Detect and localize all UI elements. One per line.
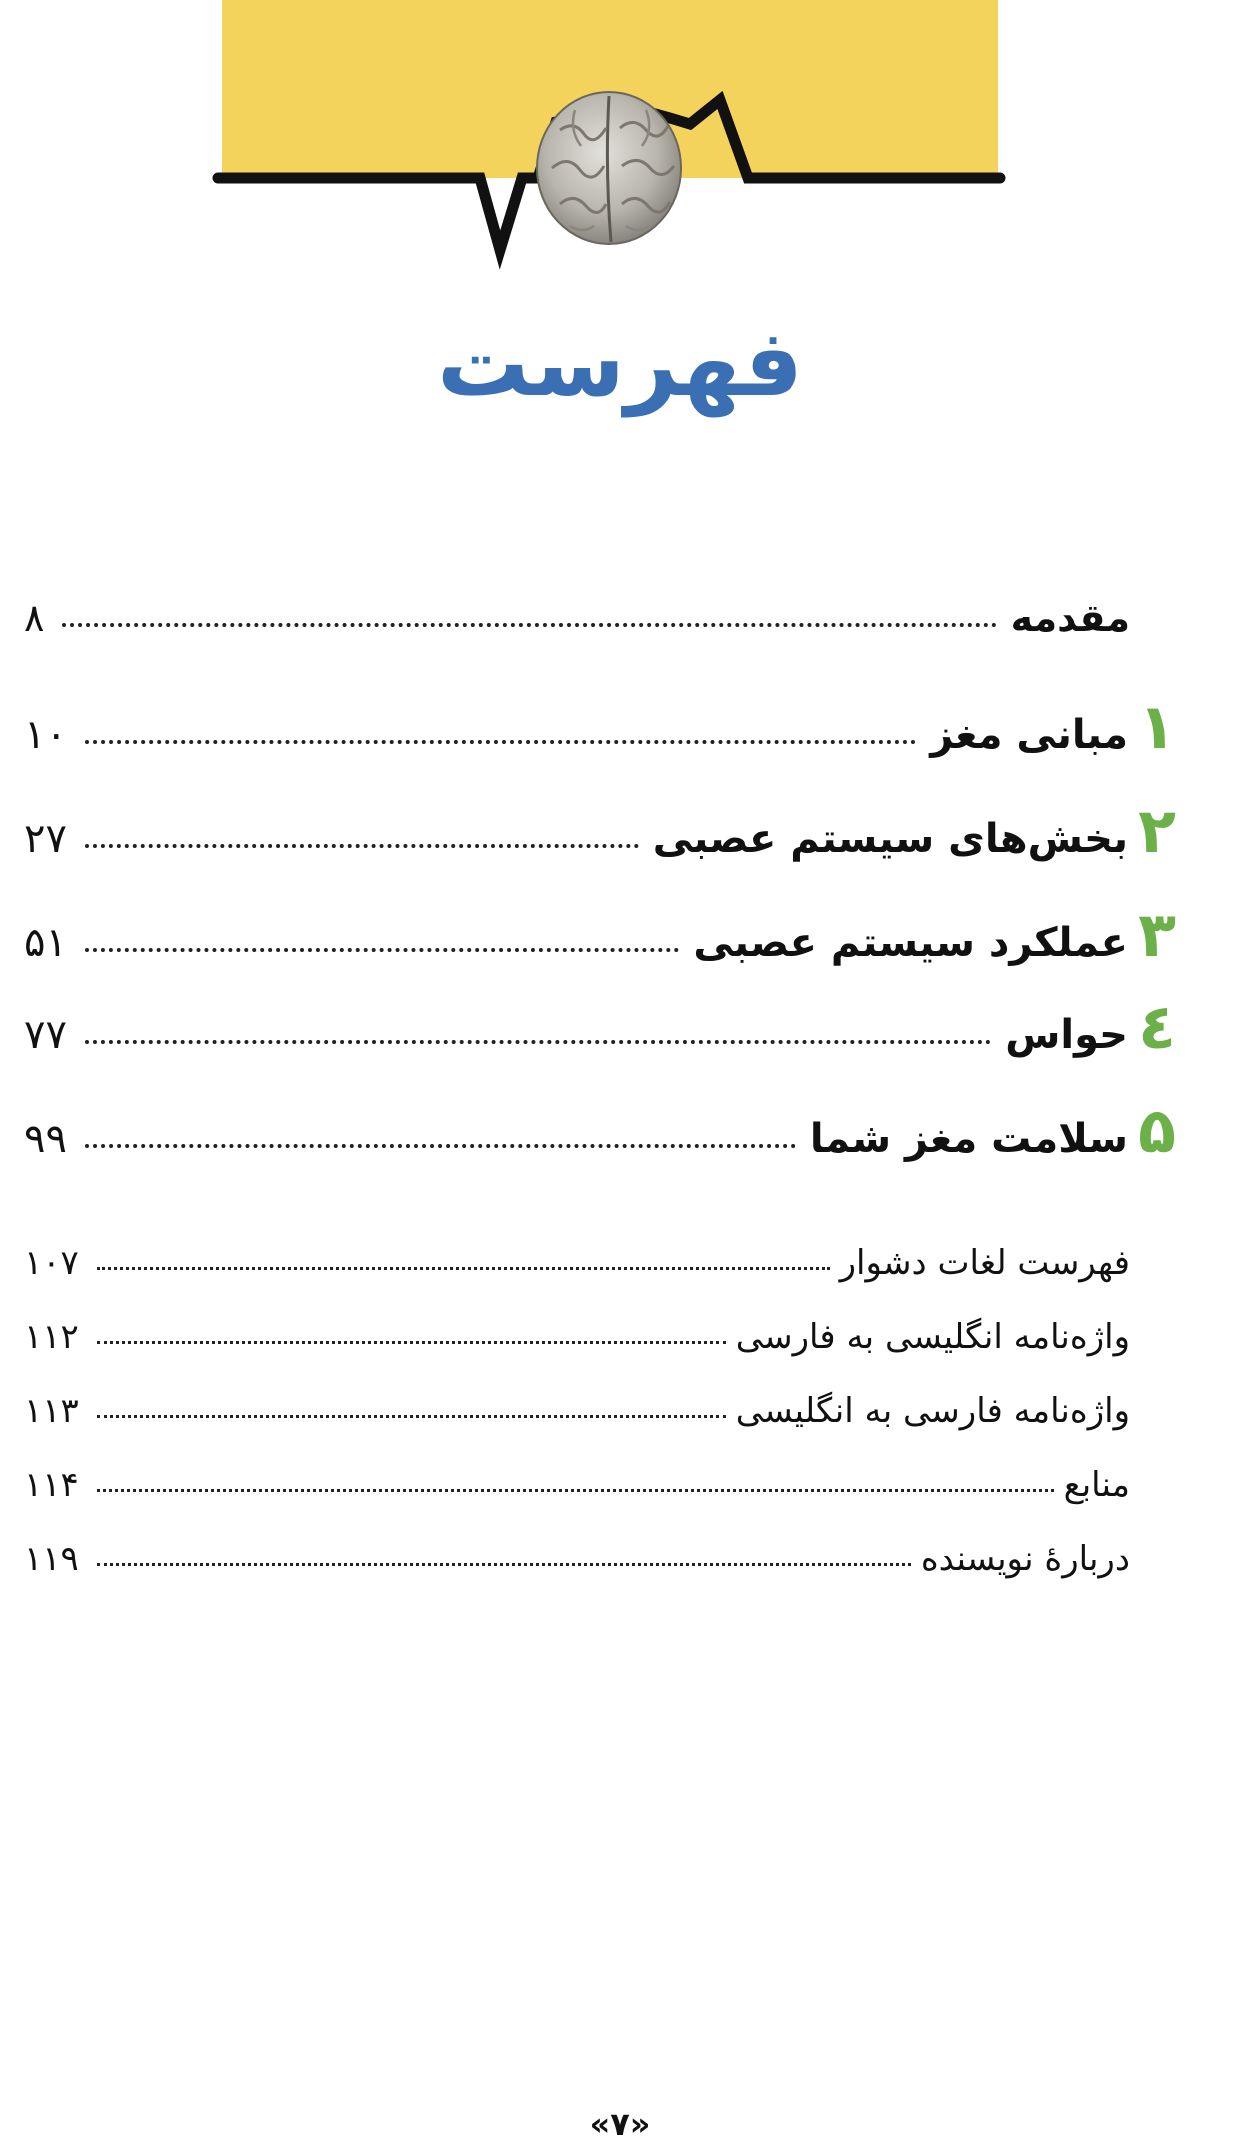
toc-leader-dots — [62, 623, 996, 627]
toc-page-number: ۲۷ — [24, 816, 67, 862]
toc-appendix-title: واژه‌نامه فارسی به انگلیسی — [735, 1391, 1130, 1431]
toc-chapter-title: حواس — [1005, 1012, 1128, 1058]
toc-chapter-row — [24, 990, 1182, 1063]
page-number: «۷» — [589, 2105, 651, 2143]
toc-chapter-number: ۵ — [1138, 1094, 1176, 1167]
page-title: فهرست — [436, 310, 804, 417]
toc-chapter-number: ۱ — [1138, 690, 1176, 763]
toc-chapter-number: ٤ — [1138, 990, 1176, 1063]
toc-leader-dots — [97, 1415, 726, 1418]
toc-appendix-row — [24, 1243, 1130, 1283]
toc-leader-dots — [97, 1489, 1054, 1492]
toc-chapter-number: ۲ — [1138, 794, 1176, 867]
toc-leader-dots — [85, 1144, 796, 1148]
toc-appendix-row — [24, 1317, 1130, 1357]
toc-page-number: ۷۷ — [24, 1012, 67, 1058]
toc-intro-row — [24, 596, 1130, 640]
toc-page-number: ۱۱۲ — [24, 1317, 79, 1357]
toc-leader-dots — [85, 740, 916, 744]
toc-page-number: ۱۱۳ — [24, 1391, 79, 1431]
toc-leader-dots — [85, 844, 639, 848]
toc-chapter-title: مبانی مغز — [930, 712, 1128, 758]
toc-chapter-row — [24, 1094, 1182, 1167]
toc-appendix-title: منابع — [1063, 1465, 1130, 1505]
toc-appendix-row — [24, 1539, 1130, 1579]
toc-leader-dots — [85, 948, 679, 952]
toc-chapter-title: سلامت مغز شما — [809, 1116, 1128, 1162]
toc-chapter-row — [24, 898, 1182, 971]
toc-page-number: ۱۰ — [24, 712, 67, 758]
toc-page-number: ۵۱ — [24, 920, 67, 966]
toc-page-number: ۹۹ — [24, 1116, 67, 1162]
toc-leader-dots — [85, 1040, 991, 1044]
toc-chapter-title: عملکرد سیستم عصبی — [693, 920, 1128, 966]
toc-leader-dots — [97, 1267, 830, 1270]
toc-chapter-row — [24, 690, 1182, 763]
brain-icon — [537, 92, 681, 244]
toc-leader-dots — [97, 1563, 911, 1566]
toc-page-number: ۸ — [24, 596, 45, 640]
toc-page-number: ۱۰۷ — [24, 1243, 79, 1283]
toc-appendix-title: فهرست لغات دشوار — [839, 1243, 1130, 1283]
toc-chapter-number: ۳ — [1138, 898, 1176, 971]
toc-chapter-row — [24, 794, 1182, 867]
toc-chapter-title: بخش‌های سیستم عصبی — [652, 816, 1128, 862]
toc-leader-dots — [97, 1341, 726, 1344]
toc-appendix-title: دربارهٔ نویسنده — [920, 1539, 1130, 1579]
toc-page-number: ۱۱۴ — [24, 1465, 79, 1505]
toc-appendix-row — [24, 1465, 1130, 1505]
toc-page-number: ۱۱۹ — [24, 1539, 79, 1579]
header-graphic — [0, 0, 1240, 270]
toc-intro-title: مقدمه — [1010, 596, 1130, 640]
toc-appendix-row — [24, 1391, 1130, 1431]
toc-appendix-title: واژه‌نامه انگلیسی به فارسی — [735, 1317, 1130, 1357]
